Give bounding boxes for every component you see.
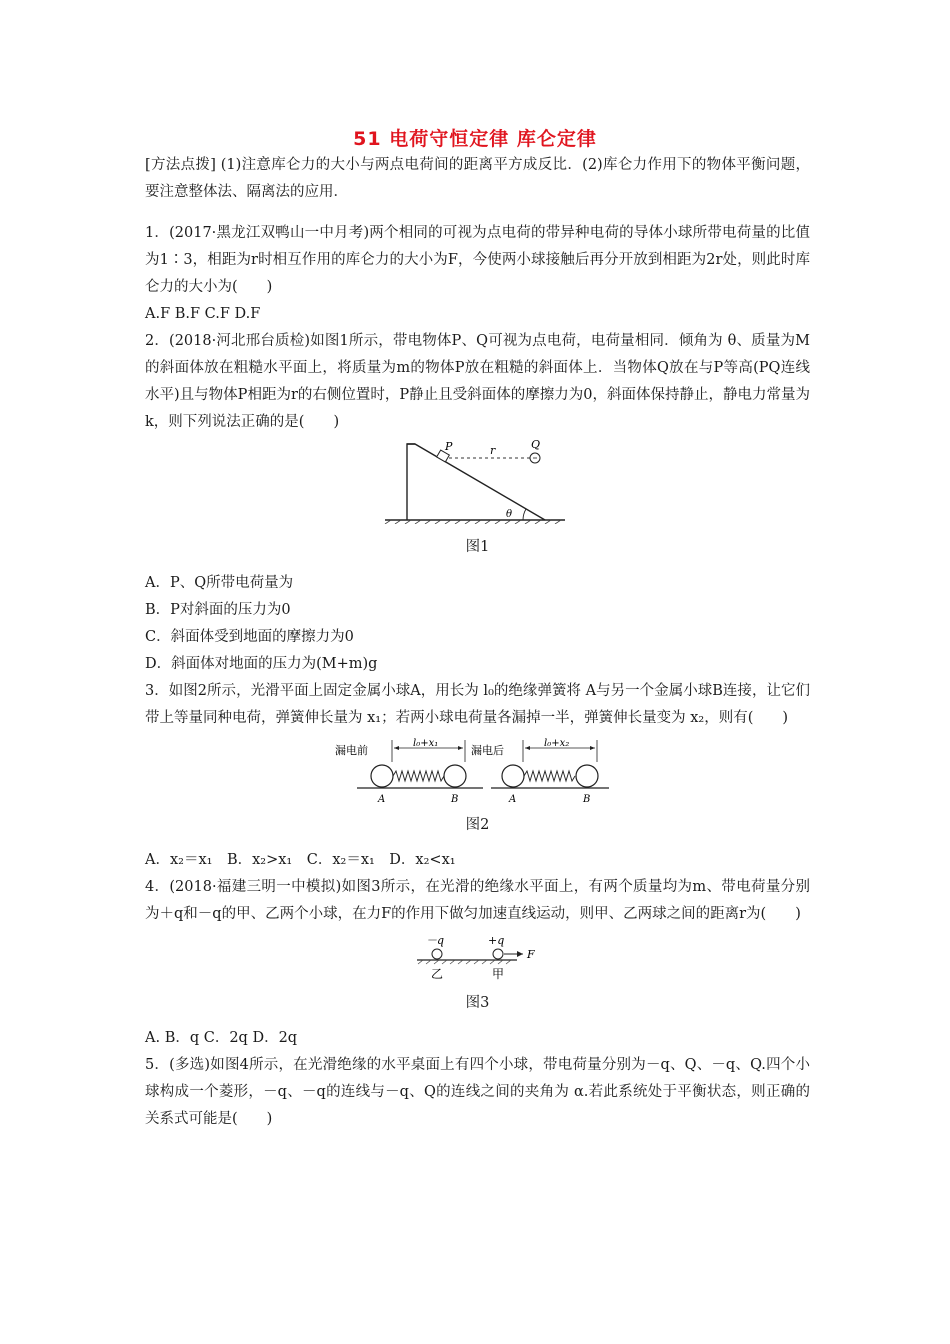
ball-b-before: B: [451, 794, 459, 805]
label-p: P: [445, 440, 453, 453]
ball-a-after: A: [509, 794, 517, 805]
label-theta: θ: [506, 509, 513, 520]
pos-q-label: +q: [488, 934, 505, 947]
question-2-option-a: A．P、Q所带电荷量为: [145, 575, 294, 591]
document-body: [145, 152, 810, 1133]
ball-b-after: B: [583, 794, 591, 805]
figure-3-diagram: [145, 932, 810, 982]
question-2-stem: 2．(2018·河北邢台质检)如图1所示，带电物体P、Q可视为点电荷，电荷量相同．倾角为 θ、质量为M的斜面体放在粗糙水平面上，将质量为m的物体P放在粗糙的斜面体上．当物体Q放在与P等高(PQ连线水平)且与物体P相距为r的右侧位置时，P静止且受斜面体的摩擦力为0，斜面体保持静止，静电力常量为k，则下列说法正确的是( ): [145, 333, 810, 430]
neg-q-label: －q: [426, 934, 445, 947]
question-1-options: A.F B.F C.F D.F: [145, 306, 261, 322]
question-4-options: A. B．q C．2q D．2q: [145, 1030, 298, 1046]
after-label: 漏电后: [471, 744, 504, 757]
len-after: l₀+x₂: [544, 738, 570, 749]
question-4-stem: 4．(2018·福建三明一中模拟)如图3所示，在光滑的绝缘水平面上，有两个质量均为m、带电荷量分别为＋q和－q的甲、乙两个小球，在力F的作用下做匀加速直线运动，则甲、乙两球之间的距离r为( ): [145, 879, 810, 922]
question-3-stem: 3．如图2所示，光滑平面上固定金属小球A，用长为 l₀的绝缘弹簧将 A与另一个金属小球B连接，让它们带上等量同种电荷，弹簧伸长量为 x₁；若两小球电荷量各漏掉一半，弹簧伸长量变为 x₂，则有( ): [145, 683, 810, 726]
question-1-stem: 1．(2017·黑龙江双鸭山一中月考)两个相同的可视为点电荷的带异种电荷的导体小球所带电荷量的比值为1∶3，相距为r时相互作用的库仑力的大小为F，今使两小球接触后再分开放到相距为2r处，则此时库仑力的大小为( ): [145, 225, 810, 295]
ball-a-before: A: [378, 794, 386, 805]
label-q: Q: [531, 438, 541, 451]
jia-label: 甲: [492, 967, 505, 981]
question-2-option-d: D．斜面体对地面的压力为(M+m)g: [145, 656, 378, 672]
figure-1-caption: 图1: [465, 539, 490, 555]
figure-1: [145, 436, 810, 524]
yi-label: 乙: [431, 967, 444, 981]
method-tip: [方法点拨] (1)注意库仑力的大小与两点电荷间的距离平方成反比．(2)库仑力作用下的物体平衡问题，要注意整体法、隔离法的应用．: [145, 157, 810, 200]
page-title: 51 电荷守恒定律 库仑定律: [353, 128, 597, 150]
figure-2: [145, 736, 810, 806]
question-2-option-b: B．P对斜面的压力为0: [145, 602, 291, 618]
figure-1-diagram: [145, 436, 810, 524]
question-5-stem: 5．(多选)如图4所示，在光滑绝缘的水平桌面上有四个小球，带电荷量分别为－q、Q、－q、Q.四个小球构成一个菱形，－q、－q的连线与－q、Q的连线之间的夹角为 α.若此系统处于平衡状态，则正确的关系式可能是( ): [145, 1057, 810, 1127]
force-label: F: [527, 948, 535, 961]
question-3-options: A．x₂＝x₁ B．x₂>x₁ C．x₂＝x₁ D．x₂<x₁: [145, 852, 456, 868]
figure-2-caption: 图2: [465, 817, 490, 833]
before-label: 漏电前: [335, 744, 368, 757]
figure-2-diagram: [145, 736, 810, 806]
len-before: l₀+x₁: [413, 738, 439, 749]
figure-3-caption: 图3: [465, 995, 490, 1011]
question-2-option-c: C．斜面体受到地面的摩擦力为0: [145, 629, 354, 645]
figure-3: [145, 932, 810, 982]
label-r: r: [490, 444, 496, 457]
